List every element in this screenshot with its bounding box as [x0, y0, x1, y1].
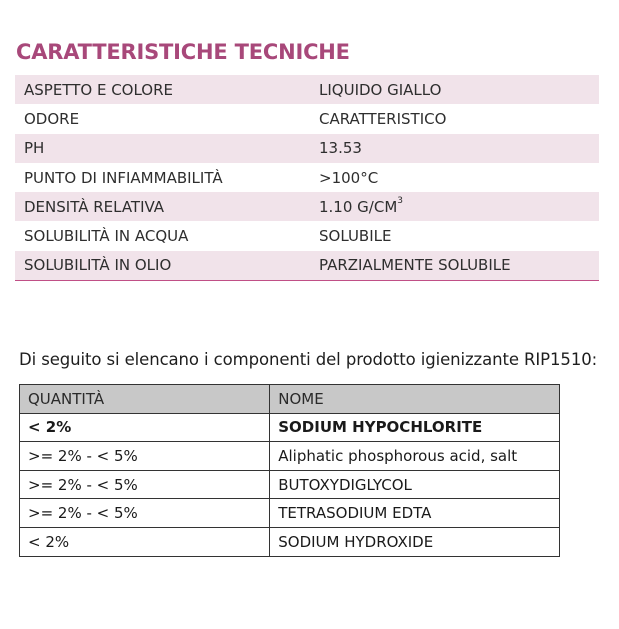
property-value: CARATTERISTICO [319, 109, 447, 128]
property-label: PH [24, 139, 45, 158]
density-value-text: 1.10 G/CM [319, 197, 398, 216]
property-value: >100°C [319, 168, 379, 187]
property-value: PARZIALMENTE SOLUBILE [319, 256, 511, 275]
table-row [15, 221, 599, 250]
quantity-cell: >= 2% - < 5% [20, 499, 270, 528]
quantity-cell: >= 2% - < 5% [20, 470, 270, 499]
table-row [20, 442, 560, 471]
property-value: SOLUBILE [319, 227, 392, 246]
quantity-header: QUANTITÀ [20, 385, 270, 414]
table-row [15, 251, 599, 280]
table-header-row [20, 385, 560, 414]
property-value [319, 195, 403, 216]
name-header: NOME [270, 385, 560, 414]
property-label: ASPETTO E COLORE [24, 80, 173, 99]
table-row [20, 499, 560, 528]
table-row [15, 192, 599, 221]
property-label: SOLUBILITÀ IN ACQUA [24, 227, 189, 246]
components-intro: Di seguito si elencano i componenti del prodotto igienizzante RIP1510: [19, 350, 598, 369]
table-row [15, 163, 599, 192]
technical-characteristics-table [15, 75, 599, 281]
components-table [19, 384, 560, 557]
section-title: CARATTERISTICHE TECNICHE [16, 40, 350, 64]
name-cell: Aliphatic phosphorous acid, salt [270, 442, 560, 471]
quantity-cell: < 2% [20, 413, 270, 442]
table-row [15, 134, 599, 163]
table-row [15, 104, 599, 133]
property-value: 13.53 [319, 139, 362, 158]
table-row [20, 413, 560, 442]
name-cell: SODIUM HYPOCHLORITE [270, 413, 560, 442]
table-row [20, 527, 560, 556]
property-label: ODORE [24, 109, 80, 128]
table-row [20, 470, 560, 499]
property-label: PUNTO DI INFIAMMABILITÀ [24, 168, 223, 187]
name-cell: TETRASODIUM EDTA [270, 499, 560, 528]
property-label: DENSITÀ RELATIVA [24, 197, 165, 216]
density-unit-exponent: 3 [397, 195, 403, 206]
property-value: LIQUIDO GIALLO [319, 80, 442, 99]
quantity-cell: < 2% [20, 527, 270, 556]
quantity-cell: >= 2% - < 5% [20, 442, 270, 471]
property-label: SOLUBILITÀ IN OLIO [24, 256, 172, 275]
name-cell: BUTOXYDIGLYCOL [270, 470, 560, 499]
table-row [15, 75, 599, 104]
name-cell: SODIUM HYDROXIDE [270, 527, 560, 556]
